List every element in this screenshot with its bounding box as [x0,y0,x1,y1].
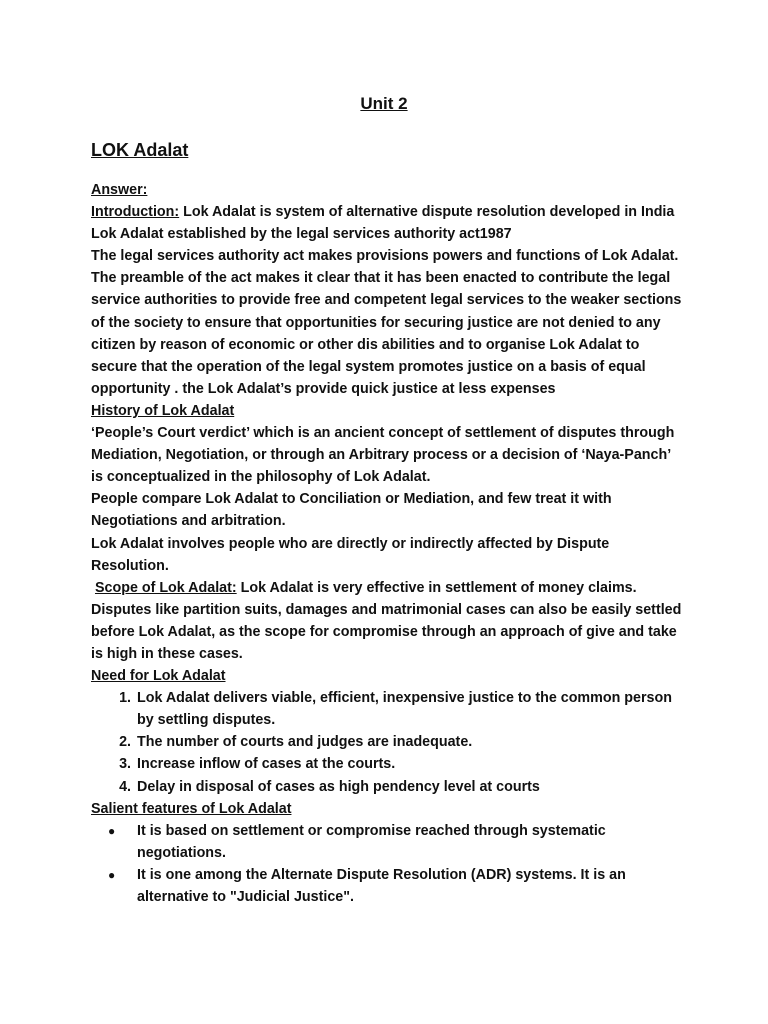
bullet-icon: ● [108,823,116,838]
list-item: 3. Increase inflow of cases at the courts. [135,753,686,775]
salient-list [91,820,686,908]
list-item: ● It is based on settlement or compromise reached through systematic negotiations. [135,820,686,864]
introduction-text: Lok Adalat is system of alternative dispute resolution developed in India Lok Adalat established by the legal services authority act1987 [91,204,675,243]
scope-label: Scope of Lok Adalat: [94,579,237,596]
need-heading: Need for Lok Adalat [91,668,226,685]
list-item: 2. The number of courts and judges are inadequate. [135,731,686,753]
introduction-paragraph [91,201,686,245]
scope-text: Lok Adalat is very effective in settlement of money claims. Disputes like partition suits, damages and matrimonial cases can also be easily settled before Lok Adalat, as the scope for compromise through an approach of give and take is high in these cases. [91,579,682,662]
history-paragraph-1: ‘People’s Court verdict’ which is an ancient concept of settlement of disputes through Mediation, Negotiation, or through an Arbitrary process or a decision of ‘Naya-Panch’ is conceptualized in the philosophy of Lok Adalat. [91,425,675,486]
list-item: 1. Lok Adalat delivers viable, efficient, inexpensive justice to the common person by settling disputes. [135,687,686,731]
list-item: 4. Delay in disposal of cases as high pendency level at courts [135,776,686,798]
scope-paragraph [91,577,686,665]
document-body [91,179,686,908]
unit-title: Unit 2 [360,94,408,113]
introduction-paragraph-2: The legal services authority act makes provisions powers and functions of Lok Adalat. The preamble of the act makes it clear that it has been enacted to contribute the legal service authorities to provide free and competent legal services to the weaker sections of the society to ensure that opportunities for securing justice are not denied to any citizen by reason of economic or other dis abilities and to organise Lok Adalat to secure that the operation of the legal system promotes justice on a basis of equal opportunity . the Lok Adalat’s provide quick justice at less expenses [91,248,682,397]
bullet-icon: ● [108,867,116,882]
history-paragraph-2: People compare Lok Adalat to Conciliation or Mediation, and few treat it with Negotiations and arbitration. [91,491,612,530]
need-list [91,687,686,797]
answer-label: Answer: [91,182,148,198]
salient-heading: Salient features of Lok Adalat [91,800,292,817]
document-title: LOK Adalat [91,140,189,160]
list-item: ● It is one among the Alternate Dispute Resolution (ADR) systems. It is an alternative to "Judicial Justice". [135,864,686,908]
history-heading: History of Lok Adalat [91,402,235,419]
history-paragraph-3: Lok Adalat involves people who are directly or indirectly affected by Dispute Resolution. [91,535,610,574]
introduction-label: Introduction: [91,204,180,221]
